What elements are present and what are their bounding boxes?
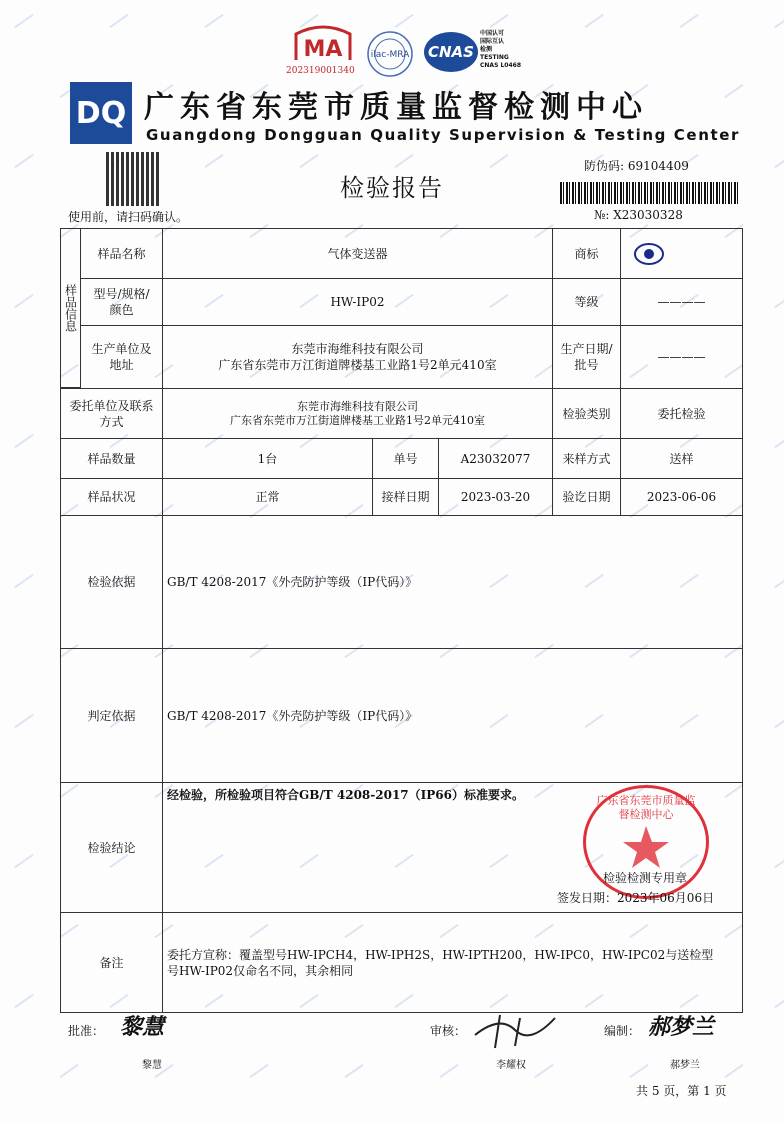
order-number: A23032077	[438, 438, 553, 479]
qty-label: 样品数量	[60, 438, 163, 479]
maker	[162, 325, 553, 389]
maker-address: 广东省东莞市万江街道牌楼基工业路1号2单元410室	[218, 358, 497, 372]
done-label: 验讫日期	[552, 478, 621, 516]
org-name-en: Guangdong Dongguan Quality Supervision & Testing Center	[146, 126, 741, 144]
qty: 1台	[162, 438, 373, 479]
watermark-mark	[344, 1064, 363, 1078]
watermark-mark	[109, 14, 128, 28]
test-type-label: 检验类别	[552, 388, 621, 439]
state-label: 样品状况	[60, 478, 163, 516]
approve-signature: 黎慧	[120, 1014, 165, 1040]
watermark-mark	[14, 434, 33, 448]
watermark-mark	[724, 1064, 743, 1078]
trademark-label: 商标	[552, 228, 621, 279]
anti-fake-code: 防伪码: 69104409	[584, 159, 689, 173]
inspection-seal: 广东省东莞市质量监督检测中心	[583, 785, 709, 899]
conclusion-label: 检验结论	[60, 782, 163, 913]
judge-label: 判定依据	[60, 648, 163, 783]
judge: GB/T 4208-2017《外壳防护等级（IP代码）》	[162, 648, 743, 783]
watermark-mark	[14, 574, 33, 588]
watermark-mark	[774, 574, 784, 588]
sample-name-label: 样品名称	[80, 228, 163, 279]
model-label: 型号/规格/颜色	[80, 278, 163, 326]
client	[162, 388, 553, 439]
ilac-logo	[366, 30, 414, 78]
watermark-mark	[14, 714, 33, 728]
watermark-mark	[14, 14, 33, 28]
watermark-mark	[14, 854, 33, 868]
watermark-mark	[774, 714, 784, 728]
client-address: 广东省东莞市万江街道牌楼基工业路1号2单元410室	[230, 413, 485, 427]
cma-logo	[290, 24, 356, 64]
watermark-mark	[394, 14, 413, 28]
watermark-mark	[14, 154, 33, 168]
issue-date: 签发日期：2023年06月06日	[557, 891, 715, 905]
watermark-mark	[774, 994, 784, 1008]
svg-text:MA: MA	[303, 37, 343, 62]
sampling-label: 来样方式	[552, 438, 621, 479]
cma-number: 202319001340	[286, 66, 355, 76]
svg-text:ilac-MRA: ilac-MRA	[370, 50, 410, 60]
trademark-logo	[620, 228, 743, 279]
qr-hint: 使用前，请扫码确认。	[68, 210, 189, 224]
page-indicator: 共 5 页，第 1 页	[636, 1084, 727, 1098]
state: 正常	[162, 478, 373, 516]
review-label: 审核：	[430, 1024, 467, 1038]
review-signature	[470, 1010, 560, 1054]
author-label: 编制：	[604, 1024, 641, 1038]
conclusion-cell	[162, 782, 743, 913]
basis-label: 检验依据	[60, 515, 163, 649]
watermark-mark	[489, 154, 508, 168]
watermark-mark	[629, 1064, 648, 1078]
done-date: 2023-06-06	[620, 478, 743, 516]
report-number: №: X23030328	[594, 208, 683, 222]
watermark-mark	[774, 154, 784, 168]
author-name: 郝梦兰	[670, 1060, 700, 1071]
model: HW-IP02	[162, 278, 553, 326]
prod-date-label: 生产日期/批号	[552, 325, 621, 389]
grade-label: 等级	[552, 278, 621, 326]
sample-name: 气体变送器	[162, 228, 553, 279]
org-name-cn: 广东省东莞市质量监督检测中心	[144, 90, 648, 125]
test-type: 委托检验	[620, 388, 743, 439]
basis: GB/T 4208-2017《外壳防护等级（IP代码）》	[162, 515, 743, 649]
org-logo: DQ	[70, 82, 132, 144]
watermark-mark	[59, 1064, 78, 1078]
watermark-mark	[14, 294, 33, 308]
watermark-mark	[774, 434, 784, 448]
prod-date: ————	[620, 325, 743, 389]
watermark-mark	[299, 154, 318, 168]
watermark-mark	[584, 14, 603, 28]
conclusion: 经检验，所检验项目符合GB/T 4208-2017（IP66）标准要求。	[167, 788, 524, 802]
section-label: 样品信息	[60, 228, 81, 388]
watermark-mark	[774, 854, 784, 868]
author-signature: 郝梦兰	[648, 1014, 715, 1040]
watermark-mark	[679, 14, 698, 28]
watermark-mark	[204, 14, 223, 28]
approve-label: 批准：	[68, 1024, 105, 1038]
report-title: 检验报告	[340, 174, 444, 202]
watermark-mark	[204, 154, 223, 168]
remark: 委托方宣称：覆盖型号HW-IPCH4，HW-IPH2S，HW-IPTH200，HW-IPC0，HW-IPC02与送检型号HW-IP02仅命名不同，其余相同	[162, 912, 743, 1013]
client-name: 东莞市海维科技有限公司	[297, 399, 418, 413]
watermark-mark	[489, 14, 508, 28]
client-label: 委托单位及联系方式	[60, 388, 163, 439]
watermark-mark	[534, 1064, 553, 1078]
qr-code	[106, 152, 160, 206]
watermark-mark	[774, 14, 784, 28]
watermark-mark	[394, 154, 413, 168]
watermark-mark	[724, 84, 743, 98]
watermark-mark	[439, 1064, 458, 1078]
watermark-mark	[249, 1064, 268, 1078]
maker-name: 东莞市海维科技有限公司	[291, 342, 424, 356]
watermark-mark	[774, 294, 784, 308]
sampling: 送样	[620, 438, 743, 479]
order-label: 单号	[372, 438, 439, 479]
review-name: 李耀权	[496, 1060, 526, 1071]
recv-date: 2023-03-20	[438, 478, 553, 516]
approve-name: 黎慧	[142, 1060, 162, 1071]
barcode	[560, 182, 740, 204]
cnas-logo: CNAS	[424, 32, 478, 72]
seal-caption: 检验检测专用章	[603, 871, 688, 885]
grade: ————	[620, 278, 743, 326]
maker-label: 生产单位及地址	[80, 325, 163, 389]
recv-label: 接样日期	[372, 478, 439, 516]
remark-label: 备注	[60, 912, 163, 1013]
watermark-mark	[14, 994, 33, 1008]
cnas-text: 中国认可 国际互认 检测 TESTING CNAS L0468	[480, 30, 522, 69]
